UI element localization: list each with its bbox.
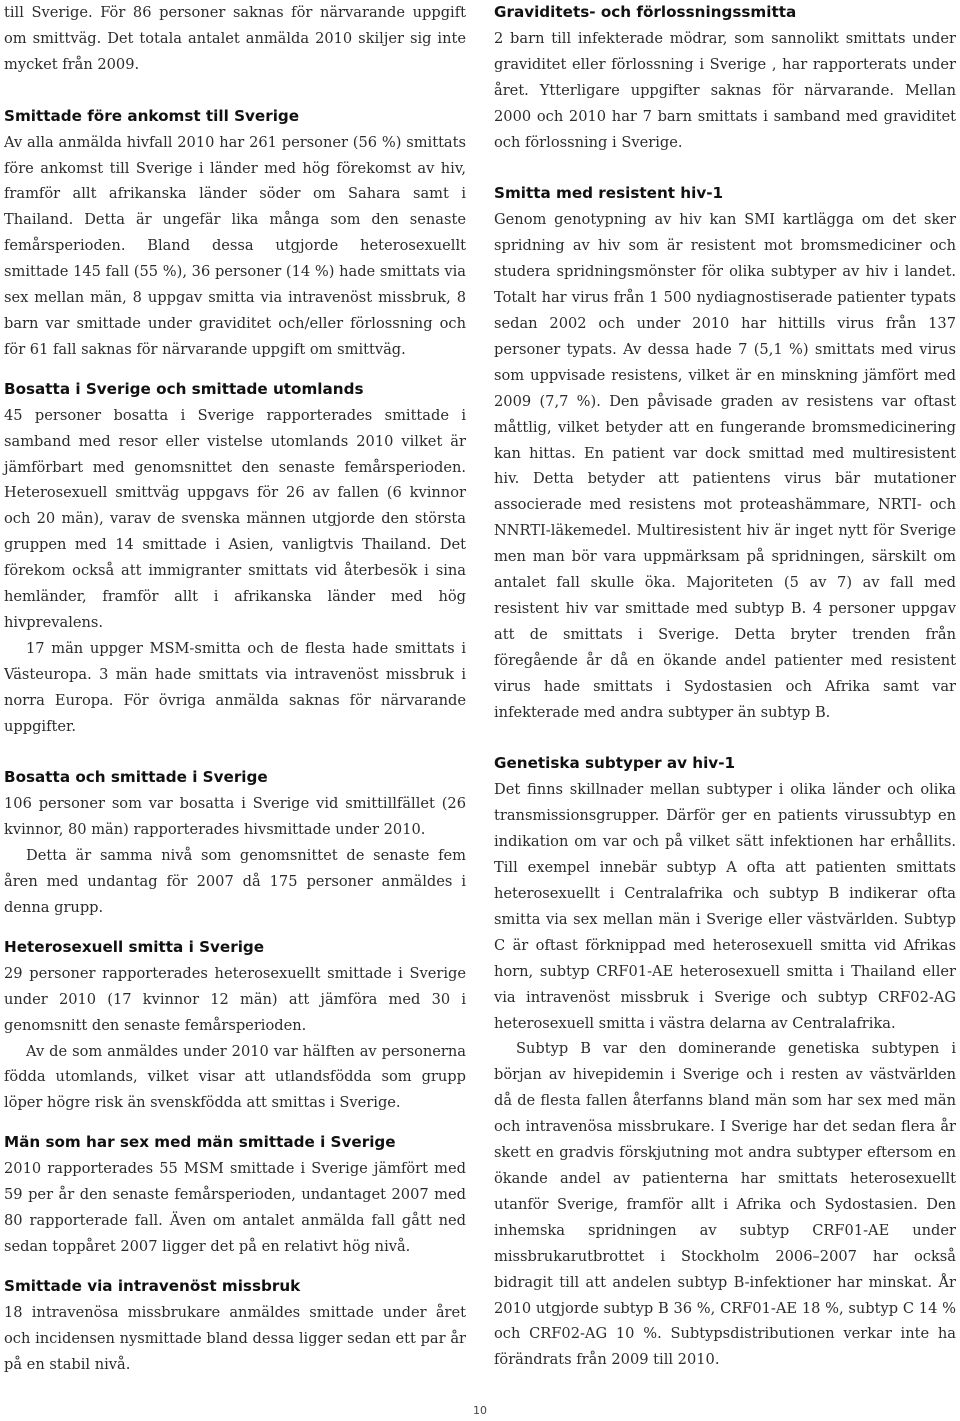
page-number: 10 <box>473 1404 487 1417</box>
paragraph-bosatta-utomlands-1: 45 personer bosatta i Sverige rapporterades smittade i samband med resor eller vistelse utomlands 2010 vilket är jämförbart med genomsnittet den senaste femårsperioden. Heterosexuell smittväg uppgavs för 26 av fallen (6 kvinnor och 20 män), varav de svenska männen utgjorde den största gruppen med 14 smittade i Asien, vanligtvis Thailand. Det förekom också att immigranter smittats vid återbesök i sina hemländer, framför allt i afrikanska länder med hög hivprevalens. <box>4 406 466 631</box>
left-column <box>4 0 466 1377</box>
paragraph-heterosexuell-1: 29 personer rapporterades heterosexuellt smittade i Sverige under 2010 (17 kvinnor 12 män) att jämföra med 30 i genomsnitt den senaste femårsperioden. <box>4 964 466 1034</box>
paragraph-resistent-hiv: Genom genotypning av hiv kan SMI kartlägga om det sker spridning av hiv som är resistent mot bromsmediciner och studera spridningsmönster för olika subtyper av hiv i landet. Totalt har virus från 1 500 nydiagnostiserade patienter typats sedan 2002 och under 2010 har hittills virus från 137 personer typats. Av dessa hade 7 (5,1 %) smittats med virus som uppvisade resistens, vilket är en minskning jämfört med 2009 (7,7 %). Den påvisade graden av resistens var oftast måttlig, vilket betyder att en fungerande bromsmedicinering kan hittas. En patient var dock smittad med multiresistent hiv. Detta betyder att patientens virus bär mutationer associerade med resistens mot proteashämmare, NRTI- och NNRTI-läkemedel. Multiresistent hiv är inget nytt för Sverige men man bör vara uppmärksam på spridningen, särskilt om antalet fall skulle öka. Majoriteten (5 av 7) av fall med resistent hiv var smittade med subtyp B. 4 personer uppgav att de smittats i Sverige. Detta bryter trenden från föregående år då en ökande andel patienter med resistent virus hade smittats i Sydostasien och Afrika samt var infekterade med andra subtyper än subtyp B. <box>494 211 956 721</box>
heading-resistent-hiv: Smitta med resistent hiv-1 <box>494 184 724 203</box>
paragraph-msm: 2010 rapporterades 55 MSM smittade i Sverige jämfört med 59 per år den senaste femårsperioden, undantaget 2007 med 80 rapporterade fall. Även om antalet anmälda fall gått ned sedan toppåret 2007 ligger det på en relativt hög nivå. <box>4 1160 466 1255</box>
heading-bosatta-smittade-sverige: Bosatta och smittade i Sverige <box>4 768 268 787</box>
paragraph-graviditet-forlossning: 2 barn till infekterade mödrar, som sannolikt smittats under graviditet eller förlossning i Sverige , har rapporterats under året. Ytterligare uppgifter saknas för närvarande. Mellan 2000 och 2010 har 7 barn smittats i samband med graviditet och förlossning i Sverige. <box>494 29 956 151</box>
paragraph-heterosexuell-2: Av de som anmäldes under 2010 var hälften av personerna födda utomlands, vilket visar att utlandsfödda som grupp löper högre risk än svenskfödda att smittas i Sverige. <box>4 1042 466 1112</box>
paragraph-bosatta-utomlands-2: 17 män uppger MSM-smitta och de flesta hade smittats i Västeuropa. 3 män hade smittats via intravenöst missbruk i norra Europa. För övriga anmälda saknas för närvarande uppgifter. <box>4 639 466 735</box>
heading-genetiska-subtyper: Genetiska subtyper av hiv-1 <box>494 754 736 773</box>
paragraph-smittade-fore-ankomst: Av alla anmälda hivfall 2010 har 261 personer (56 %) smittats före ankomst till Sverige i länder med hög förekomst av hiv, framför allt afrikanska länder söder om Sahara samt i Thailand. Detta är ungefär lika många som den senaste femårsperioden. Bland dessa utgjorde heterosexuellt smittade 145 fall (55 %), 36 personer (14 %) hade smittats via sex mellan män, 8 uppgav smitta via intravenöst missbruk, 8 barn var smittade under graviditet och/eller förlossning och för 61 fall saknas för närvarande uppgift om smittväg. <box>4 133 466 358</box>
paragraph-genetiska-subtyper-2: Subtyp B var den dominerande genetiska subtypen i början av hivepidemin i Sverige och i resten av västvärlden då de flesta fallen återfanns bland män som har sex med män och intravenösa missbrukare. I Sverige har det sedan flera år skett en gradvis förskjutning mot andra subtyper eftersom en ökande andel av patienterna har smittats heterosexuellt utanför Sverige, framför allt i Afrika och Sydostasien. Den inhemska spridningen av subtyp CRF01-AE under missbrukarutbrottet i Stockholm 2006–2007 har också bidragit till att andelen subtyp B-infektioner har minskat. År 2010 utgjorde subtyp B 36 %, CRF01-AE 18 %, subtyp C 14 % och CRF02-AG 10 %. Subtypsdistributionen verkar inte ha förändrats från 2009 till 2010. <box>494 1040 956 1369</box>
heading-msm-smittade: Män som har sex med män smittade i Sverige <box>4 1133 396 1152</box>
heading-smittade-fore-ankomst: Smittade före ankomst till Sverige <box>4 106 300 125</box>
heading-heterosexuell-smitta: Heterosexuell smitta i Sverige <box>4 937 265 956</box>
heading-intravenost-missbruk: Smittade via intravenöst missbruk <box>4 1276 301 1295</box>
heading-graviditet-forlossning: Graviditets- och förlossningssmitta <box>494 3 797 21</box>
paragraph-bosatta-sverige-2: Detta är samma nivå som genomsnittet de senaste fem åren med undantag för 2007 då 175 personer anmäldes i denna grupp. <box>4 847 466 916</box>
paragraph-intravenost-missbruk: 18 intravenösa missbrukare anmäldes smittade under året och incidensen nysmittade bland dessa ligger sedan ett par år på en stabil nivå. <box>4 1303 466 1373</box>
paragraph-bosatta-sverige-1: 106 personer som var bosatta i Sverige vid smittillfället (26 kvinnor, 80 män) rapporterades hivsmittade under 2010. <box>4 795 466 839</box>
paragraph-genetiska-subtyper-1: Det finns skillnader mellan subtyper i olika länder och olika transmissionsgrupper. Därför ger en patients virussubtyp en indikation om var och på vilket sätt infektionen har erhållits. Till exempel innebär subtyp A ofta att patienten smittats heterosexuellt i Centralafrika och subtyp B indikerar ofta smitta via sex mellan män i Sverige eller västvärlden. Subtyp C är oftast förknippad med heterosexuell smitta vid Afrikas horn, subtyp CRF01-AE heterosexuell smitta i Thailand eller via intravenöst missbruk i Sverige och subtyp CRF02-AG heterosexuell smitta i västra delarna av Centralafrika. <box>494 781 956 1032</box>
paragraph-intro-continued: till Sverige. För 86 personer saknas för närvarande uppgift om smittväg. Det totala antalet anmälda 2010 skiljer sig inte mycket från 2009. <box>4 4 466 73</box>
right-column <box>494 0 956 1373</box>
heading-bosatta-smittade-utomlands: Bosatta i Sverige och smittade utomlands <box>4 379 364 398</box>
